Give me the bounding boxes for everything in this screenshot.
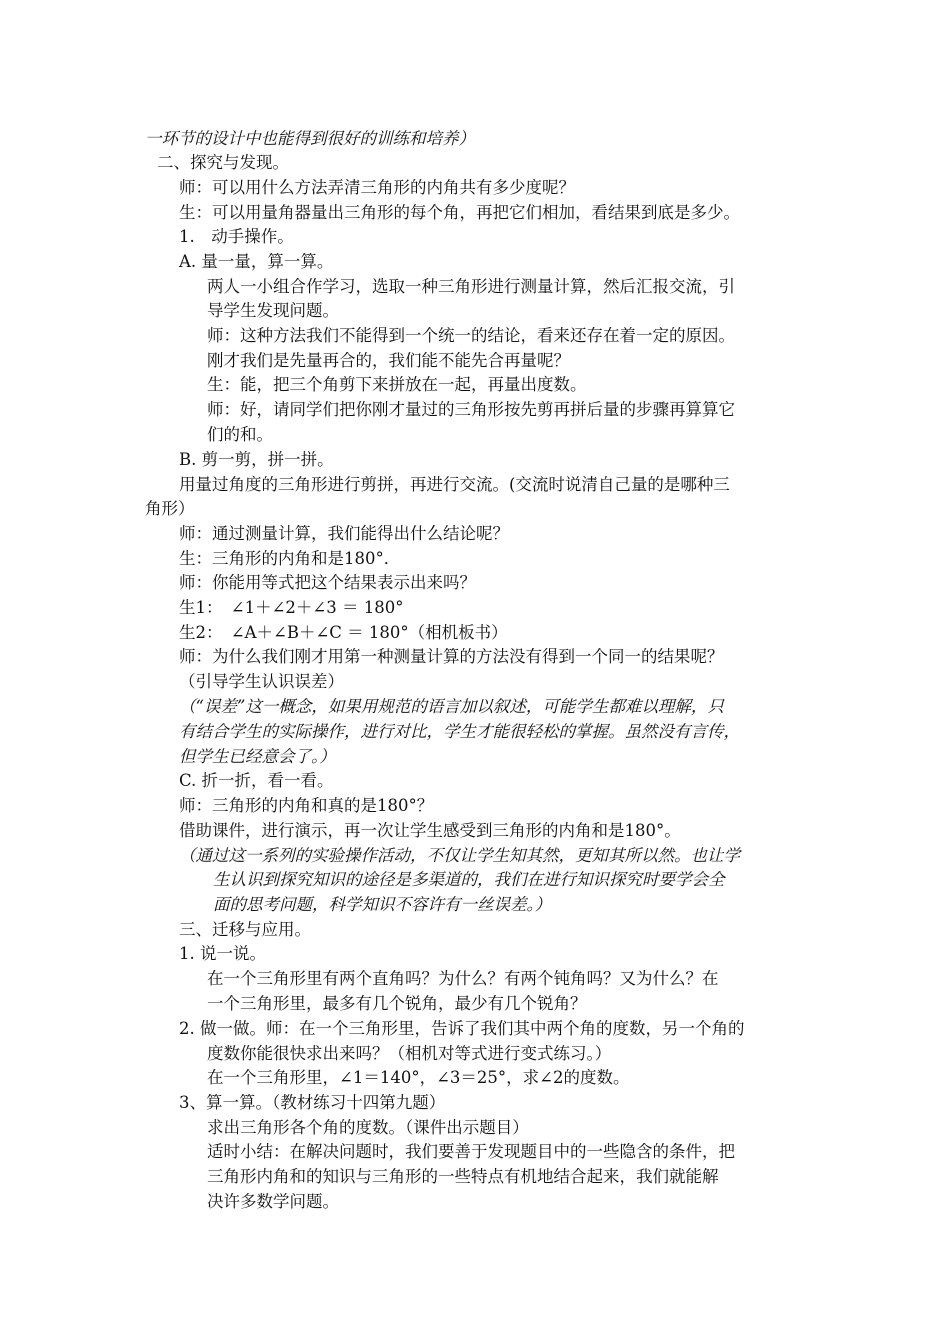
subsection-heading: 1. 说一说。 xyxy=(179,944,266,963)
text-line: 导学生发现问题。 xyxy=(207,301,339,320)
subsection-heading: C. 折一折，看一看。 xyxy=(179,771,334,790)
section-heading: 二、探究与发现。 xyxy=(157,153,289,172)
text-line: 在一个三角形里有两个直角吗？为什么？有两个钝角吗？又为什么？在 xyxy=(207,969,719,988)
note-line: 但学生已经意会了。） xyxy=(179,747,336,766)
subsection-heading: 1. 动手操作。 xyxy=(179,227,294,246)
note-line: 生认识到探究知识的途径是多渠道的，我们在进行知识探究时要学会全 xyxy=(213,870,725,889)
text-line: 度数你能很快求出来吗？（相机对等式进行变式练习。） xyxy=(207,1044,612,1063)
subsection-heading: B. 剪一剪，拼一拼。 xyxy=(179,450,334,469)
text-line: 生：可以用量角器量出三角形的每个角，再把它们相加，看结果到底是多少。 xyxy=(179,203,740,222)
text-line: 生：三角形的内角和是180°． xyxy=(179,549,401,568)
text-line: 师：这种方法我们不能得到一个统一的结论，看来还存在着一定的原因。 xyxy=(207,326,735,345)
subsection-heading: A. 量一量，算一算。 xyxy=(179,252,334,271)
text-line: 一个三角形里，最多有几个锐角，最少有几个锐角？ xyxy=(207,994,587,1013)
text-line: 师：三角形的内角和真的是180°？ xyxy=(179,796,434,815)
subsection-heading: 2. 做一做。师：在一个三角形里，告诉了我们其中两个角的度数，另一个角的 xyxy=(179,1019,745,1038)
text-line: 用量过角度的三角形进行剪拼，再进行交流。(交流时说清自己量的是哪种三 xyxy=(179,475,730,494)
note-line: 面的思考问题，科学知识不容许有一丝误差。） xyxy=(213,895,552,914)
text-line: 们的和。 xyxy=(207,425,273,444)
text-line: 一环节的设计中也能得到很好的训练和培养） xyxy=(145,129,475,148)
equation-line: 生2： ∠A＋∠B＋∠C ＝ 180°（相机板书） xyxy=(179,623,508,642)
text-line: 师：好，请同学们把你刚才量过的三角形按先剪再拼后量的步骤再算算它 xyxy=(207,400,735,419)
subsection-heading: 3、算一算。（教材练习十四第九题） xyxy=(179,1093,446,1112)
note-line: 有结合学生的实际操作，进行对比，学生才能很轻松的掌握。虽然没有言传， xyxy=(179,722,740,741)
text-line: 两人一小组合作学习，选取一种三角形进行测量计算，然后汇报交流，引 xyxy=(207,277,735,296)
text-line: 刚才我们是先量再合的，我们能不能先合再量呢？ xyxy=(207,351,570,370)
text-line: 师：为什么我们刚才用第一种测量计算的方法没有得到一个同一的结果呢？ xyxy=(179,647,724,666)
text-line: （引导学生认识误差） xyxy=(179,672,344,691)
section-heading: 三、迁移与应用。 xyxy=(179,920,311,939)
text-line: 决许多数学问题。 xyxy=(207,1192,339,1211)
text-line: 师：你能用等式把这个结果表示出来吗？ xyxy=(179,573,476,592)
text-line: 师：通过测量计算，我们能得出什么结论呢？ xyxy=(179,524,509,543)
text-line: 师：可以用什么方法弄清三角形的内角共有多少度呢？ xyxy=(179,178,575,197)
equation-line: 生1： ∠1＋∠2＋∠3 ＝ 180° xyxy=(179,598,404,617)
text-line: 角形） xyxy=(145,499,195,518)
note-line: （通过这一系列的实验操作活动，不仅让学生知其然，更知其所以然。也让学 xyxy=(179,846,740,865)
text-line: 借助课件，进行演示，再一次让学生感受到三角形的内角和是180°。 xyxy=(179,821,681,840)
note-line: （“误差”这一概念，如果用规范的语言加以叙述，可能学生都难以理解，只 xyxy=(179,697,724,716)
text-line: 适时小结：在解决问题时，我们要善于发现题目中的一些隐含的条件，把 xyxy=(207,1142,735,1161)
text-line: 生：能，把三个角剪下来拼放在一起，再量出度数。 xyxy=(207,375,587,394)
text-line: 三角形内角和的知识与三角形的一些特点有机地结合起来，我们就能解 xyxy=(207,1167,719,1186)
text-line: 求出三角形各个角的度数。（课件出示题目） xyxy=(207,1118,529,1137)
text-line: 在一个三角形里，∠1＝140°，∠3＝25°，求∠2的度数。 xyxy=(207,1068,630,1087)
